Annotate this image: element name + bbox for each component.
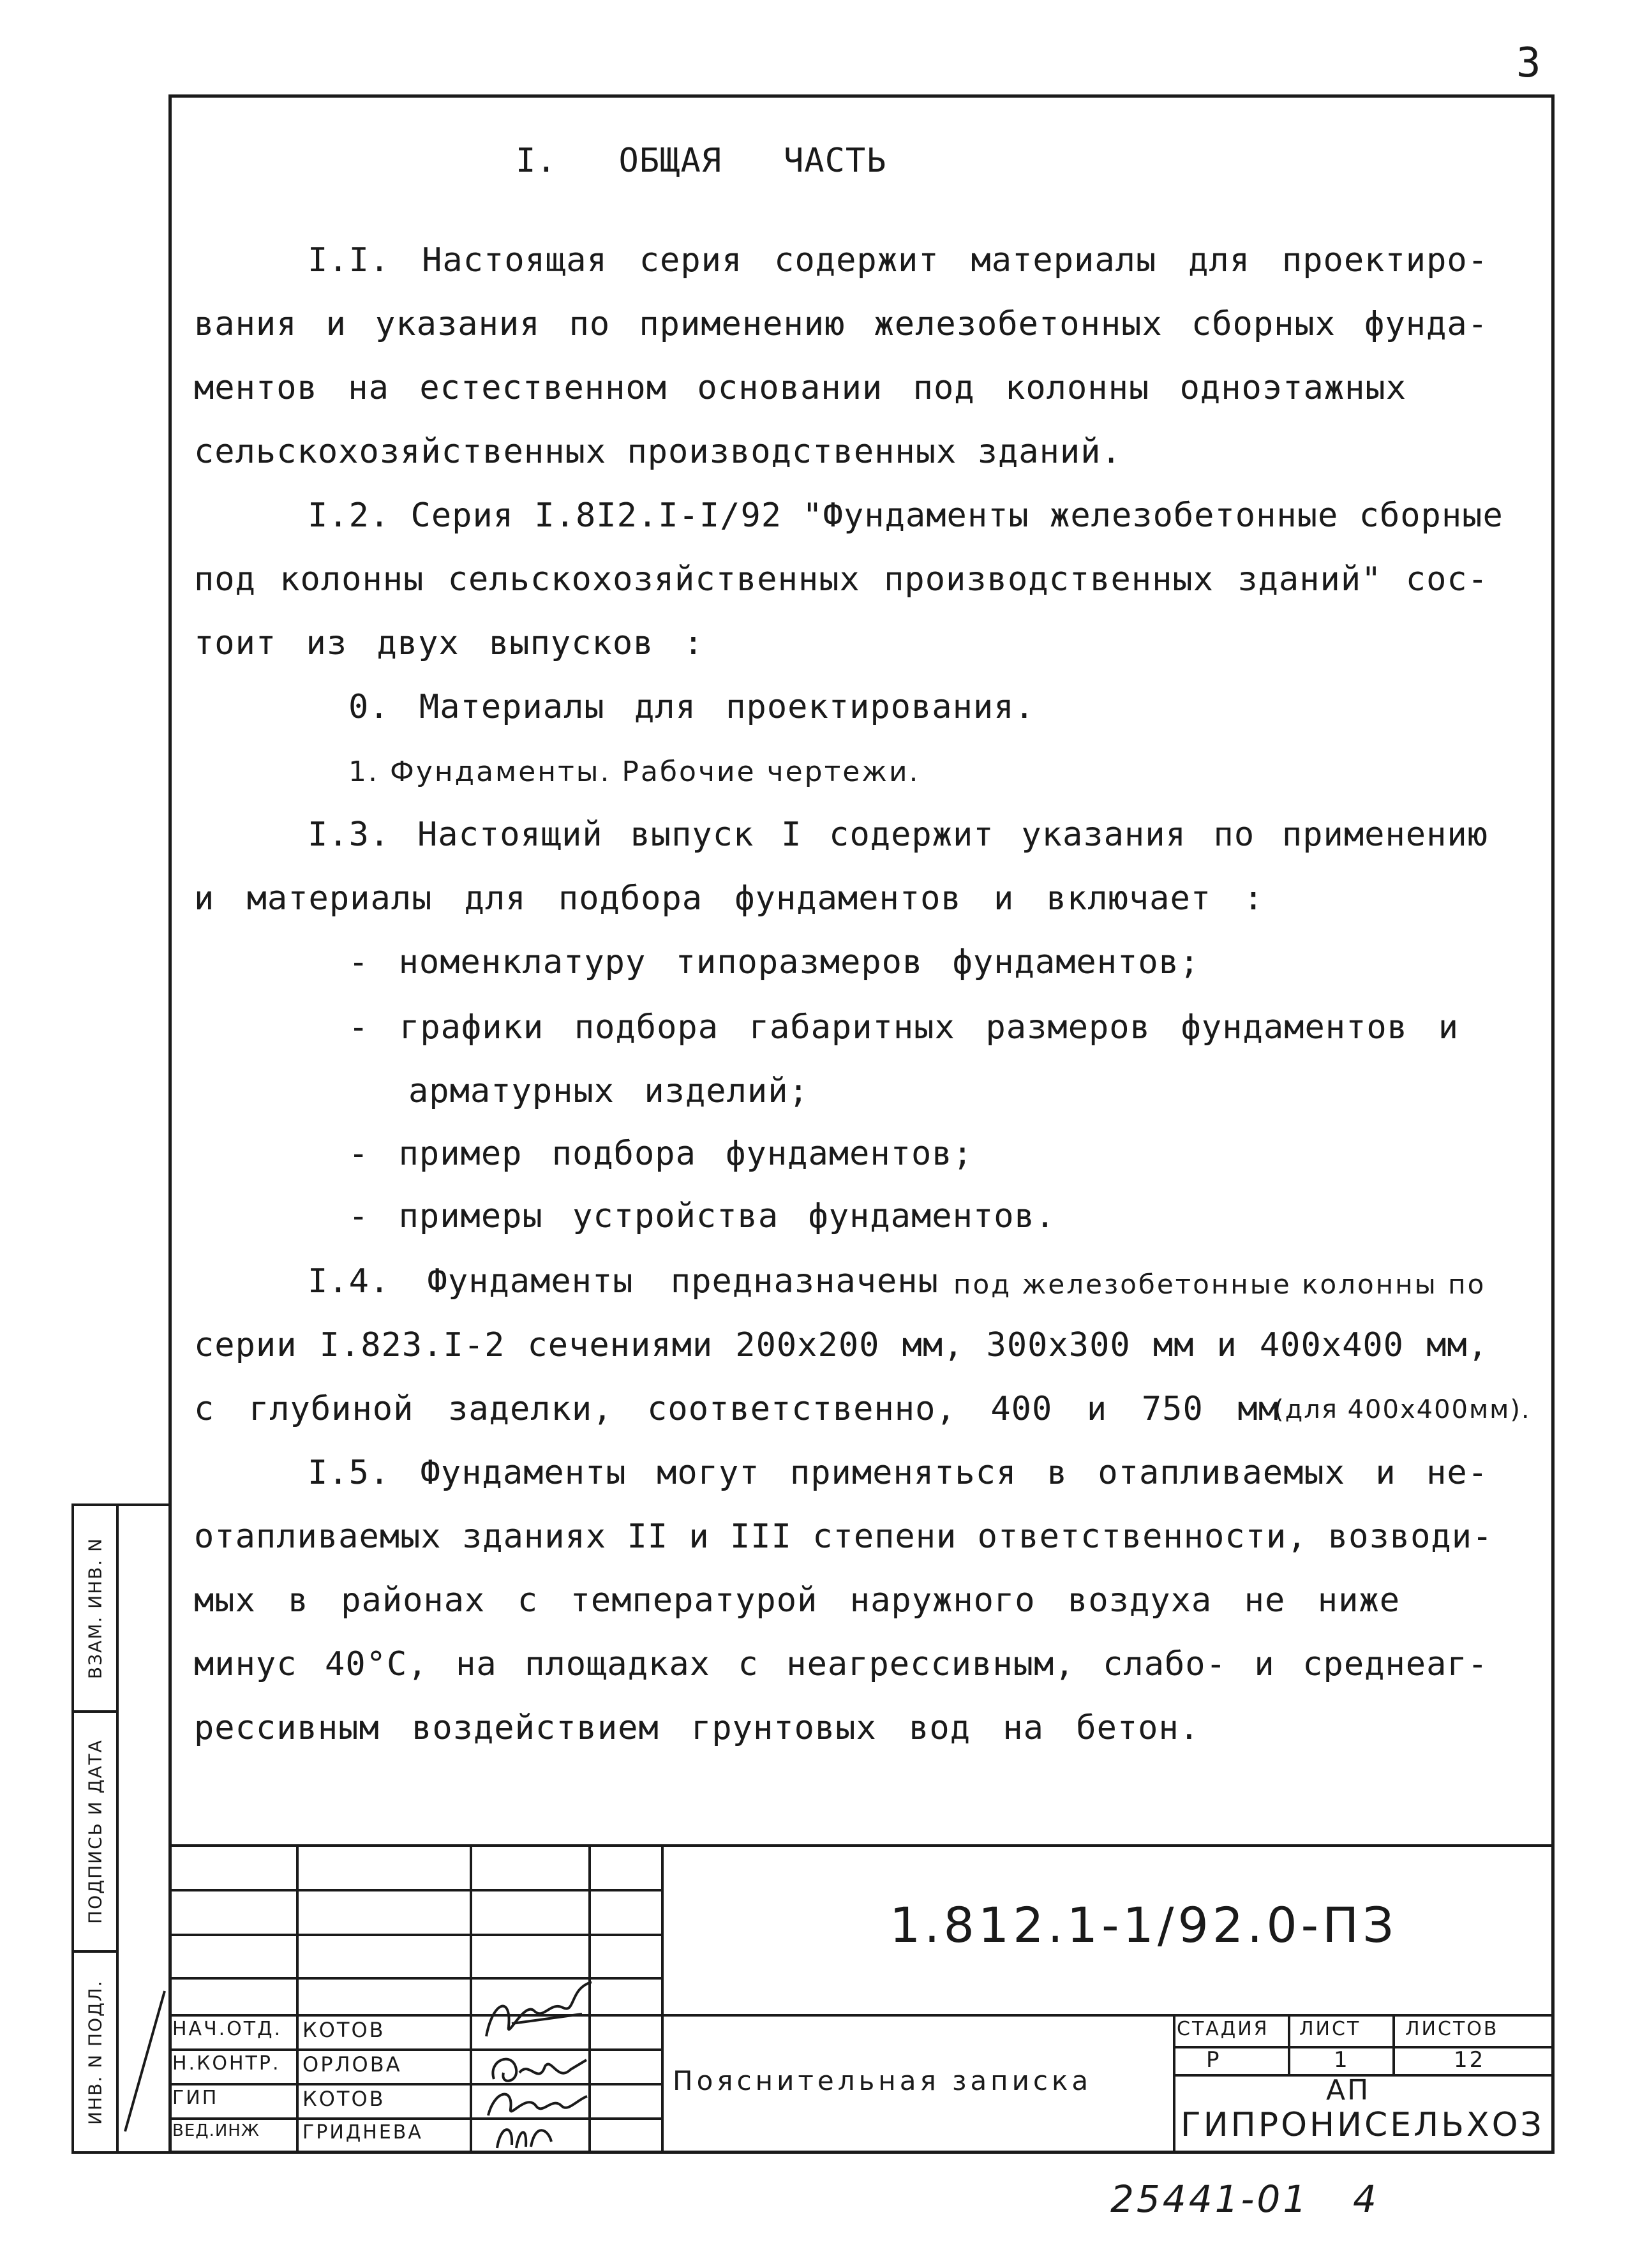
list-item-continuation: арматурных изделий; <box>408 1072 809 1110</box>
role-label: ВЕД.ИНЖ <box>172 2121 260 2140</box>
organization-line1: АП <box>1326 2074 1371 2107</box>
tb-row-line <box>1173 2046 1555 2048</box>
tb-top-border <box>168 1844 1555 1847</box>
page-number: 3 <box>1516 40 1541 87</box>
list-item: - пример подбора фундаментов; <box>348 1135 973 1173</box>
sheet-value: 1 <box>1334 2047 1350 2073</box>
organization-line2: ГИПРОНИСЕЛЬХОЗ <box>1181 2106 1544 2144</box>
sheet-header: ЛИСТ <box>1299 2018 1361 2040</box>
person-name: КОТОВ <box>302 2087 385 2111</box>
text-line: I.I. Настоящая серия содержит материалы для проектиро- <box>308 241 1488 280</box>
tb-col-line <box>1392 2014 1395 2074</box>
signature-kotov <box>474 1976 601 2046</box>
tb-col-line <box>661 1844 664 2154</box>
list-item: - графики подбора габаритных размеров фундаментов и <box>348 1008 1459 1047</box>
text-line: I.3. Настоящий выпуск I содержит указания по применению <box>308 816 1488 854</box>
text-line: и материалы для подбора фундаментов и включает : <box>194 879 1264 918</box>
sheets-value: 12 <box>1454 2047 1486 2073</box>
text-line: I.5. Фундаменты могут применяться в отапливаемых и не- <box>308 1454 1488 1492</box>
list-item: - номенклатуру типоразмеров фундаментов; <box>348 943 1200 981</box>
sheets-header: ЛИСТОВ <box>1405 2018 1499 2040</box>
person-name: ГРИДНЕВА <box>302 2121 423 2144</box>
stamp-label-podpis: ПОДПИСЬ И ДАТА <box>84 1739 106 1924</box>
text-line: 0. Материалы для проектирования. <box>348 688 1035 726</box>
role-label: ГИП <box>172 2087 219 2109</box>
role-label: Н.КОНТР. <box>172 2052 281 2075</box>
title-block <box>168 1844 1555 2154</box>
list-item: - примеры устройства фундаментов. <box>348 1197 1056 1235</box>
signature-gridneva <box>488 2116 564 2154</box>
stamp-label-vzam: ВЗАМ. ИНВ. N <box>84 1537 106 1680</box>
text-line: ментов на естественном основании под колонны одноэтажных <box>194 369 1406 407</box>
text-line: с глубиной заделки, соответственно, 400 и 750 мм <box>194 1390 1279 1428</box>
text-line: рессивным воздействием грунтовых вод на бетон. <box>194 1709 1200 1747</box>
text-line: минус 40°С, на площадках с неагрессивным, слабо- и среднеаг- <box>194 1645 1488 1683</box>
section-title: I. ОБЩАЯ ЧАСТЬ <box>516 142 887 180</box>
text-line: тоит из двух выпусков : <box>194 624 705 662</box>
tb-col-line <box>1173 2014 1175 2154</box>
tb-row-line <box>168 2014 1555 2017</box>
text-line: I.4. Фундаменты предназначены <box>308 1262 939 1301</box>
stamp-cell-vzam <box>74 1506 119 1713</box>
tb-row-line <box>168 1934 661 1936</box>
handwritten-line: (для 400х400мм). <box>1274 1395 1531 1424</box>
slash-mark <box>119 1953 171 2144</box>
text-line: мых в районах с температурой наружного воздуха не ниже <box>194 1581 1400 1620</box>
text-line: I.2. Серия I.8I2.I-I/92 "Фундаменты железобетонные сборные <box>308 496 1503 535</box>
document-name: Пояснительная записка <box>673 2065 1093 2096</box>
stamp-cell-podpis <box>74 1713 119 1953</box>
tb-col-line <box>296 1844 299 2154</box>
left-stamp <box>71 1503 168 2154</box>
handwritten-line: под железобетонные колонны по <box>953 1269 1486 1300</box>
tb-col-line <box>1288 2014 1290 2074</box>
stamp-label-podl: ИНВ. N ПОДЛ. <box>84 1979 106 2125</box>
stamp-cell-podl <box>74 1953 119 2151</box>
footer-number: 25441-01 <box>1110 2177 1309 2221</box>
text-line: серии I.823.I-2 сечениями 200х200 мм, 300х300 мм и 400х400 мм, <box>194 1326 1488 1364</box>
handwritten-line: 1. Фундаменты. Рабочие чертежи. <box>348 756 920 788</box>
person-name: КОТОВ <box>302 2018 385 2042</box>
footer-sheet-number: 4 <box>1353 2177 1377 2221</box>
stage-value: Р <box>1206 2047 1221 2073</box>
tb-row-line <box>168 1889 661 1891</box>
document-designation: 1.812.1-1/92.0-ПЗ <box>890 1897 1398 1953</box>
text-line: сельскохозяйственных производственных зданий. <box>194 433 1122 471</box>
text-line: под колонны сельскохозяйственных производственных зданий" сос- <box>194 560 1488 599</box>
tb-col-line <box>470 1844 472 2154</box>
stage-header: СТАДИЯ <box>1177 2018 1269 2040</box>
role-label: НАЧ.ОТД. <box>172 2018 283 2040</box>
text-line: вания и указания по применению железобетонных сборных фунда- <box>194 305 1488 343</box>
text-line: отапливаемых зданиях II и III степени ответственности, возводи- <box>194 1518 1493 1556</box>
person-name: ОРЛОВА <box>302 2052 402 2077</box>
